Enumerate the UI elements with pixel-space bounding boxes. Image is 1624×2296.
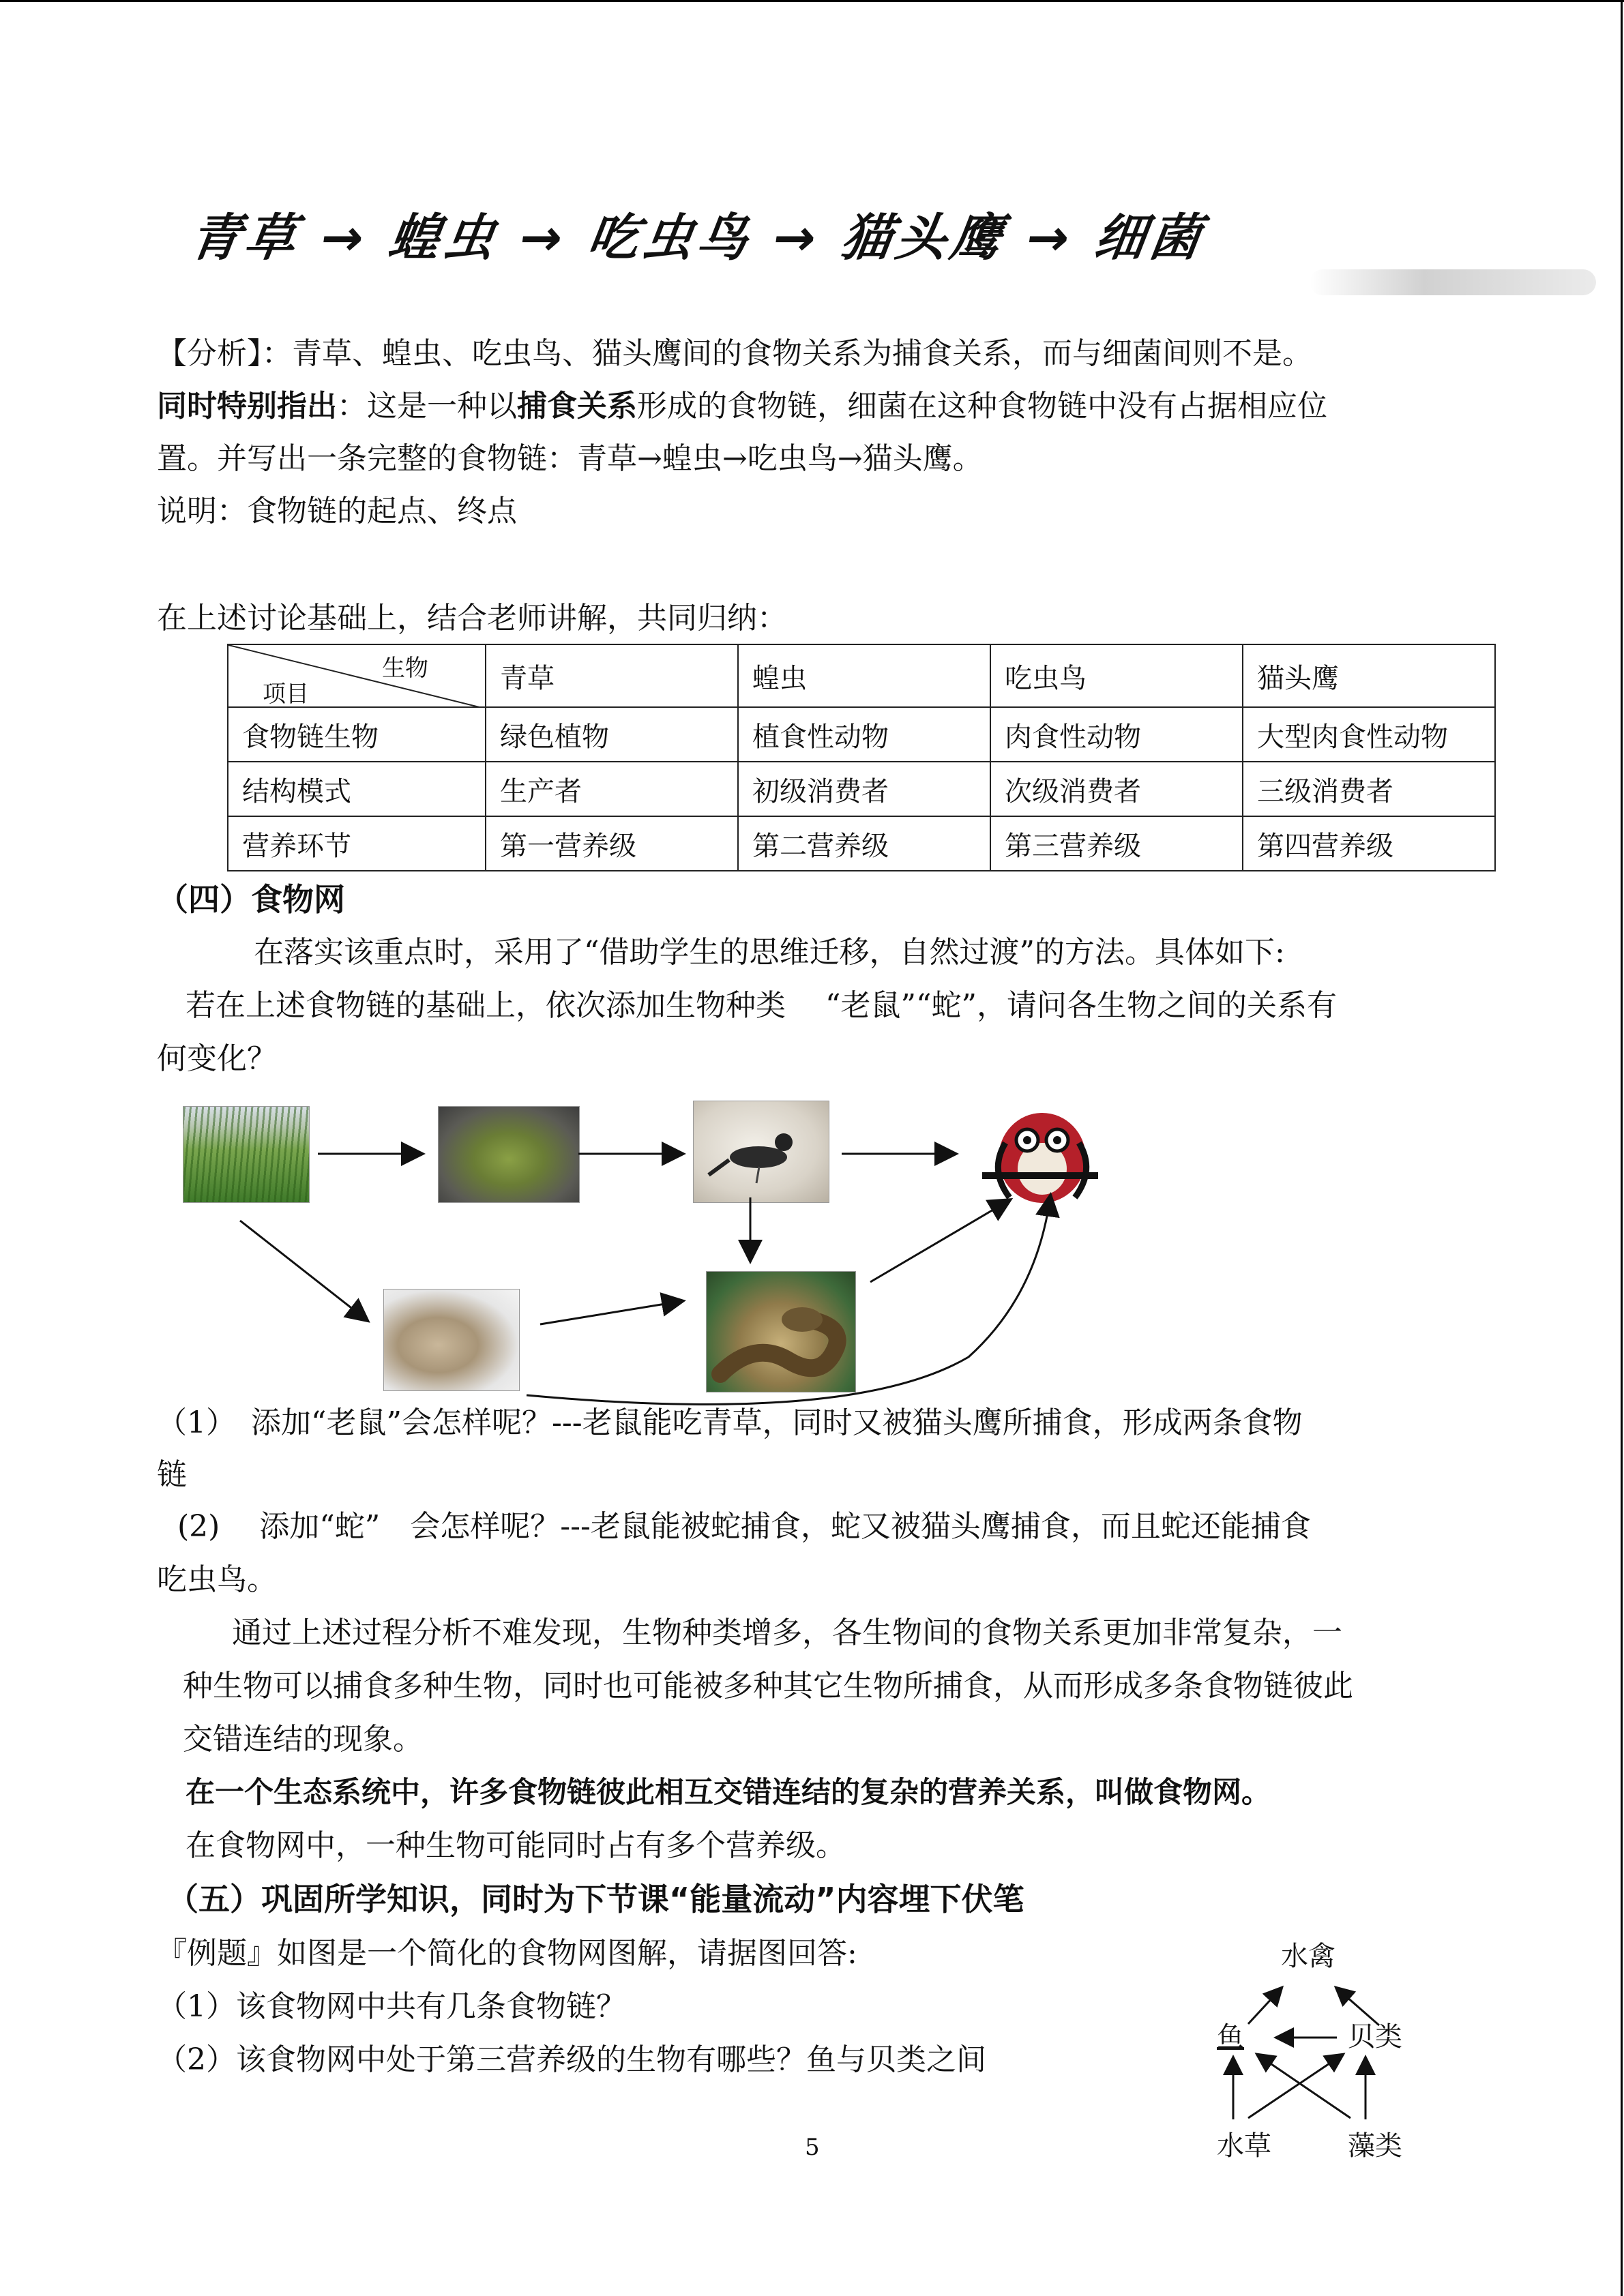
node-shellfish: 贝类	[1348, 2021, 1402, 2053]
analysis-line-3: 置。并写出一条完整的食物链：青草→蝗虫→吃虫鸟→猫头鹰。	[157, 441, 983, 476]
question-2: (2) 添加“蛇” 会怎样呢？---老鼠能被蛇捕食，蛇又被猫头鹰捕食，而且蛇还能捕食	[177, 1509, 1311, 1544]
node-algae: 藻类	[1348, 2130, 1402, 2162]
section-4-paragraph-2b: 何变化？	[157, 1041, 277, 1076]
question-1b: 链	[157, 1457, 187, 1492]
page-number: 5	[805, 2134, 820, 2161]
table-header: 吃虫鸟	[990, 644, 1243, 707]
table-cell: 第一营养级	[486, 816, 738, 871]
table-cell: 第四营养级	[1243, 816, 1495, 871]
emphasis-predation: 捕食关系	[517, 389, 637, 423]
banner-text: 青草 → 蝗虫 → 吃虫鸟 → 猫头鹰 → 细菌	[186, 209, 1209, 267]
node-water-grass: 水草	[1217, 2130, 1271, 2162]
table-cell: 三级消费者	[1243, 762, 1495, 816]
analysis-paragraph: 通过上述过程分析不难发现，生物种类增多，各生物间的食物关系更加非常复杂，一	[232, 1615, 1342, 1650]
table-header: 蝗虫	[738, 644, 990, 707]
question-1: （1） 添加“老鼠”会怎样呢？---老鼠能吃青草，同时又被猫头鹰所捕食，形成两条食物	[157, 1405, 1303, 1440]
table-cell: 绿色植物	[486, 707, 738, 762]
section-4-paragraph-1: 在落实该重点时，采用了“借助学生的思维迁移，自然过渡”的方法。具体如下:	[254, 935, 1285, 970]
table-cell: 生产者	[486, 762, 738, 816]
node-fish: 鱼	[1217, 2021, 1244, 2053]
section-4-heading: （四）食物网	[157, 881, 345, 918]
question-2b: 吃虫鸟。	[157, 1562, 277, 1597]
corner-bottom-label: 项目	[263, 681, 309, 708]
trophic-level-note: 在食物网中，一种生物可能同时占有多个营养级。	[186, 1828, 846, 1863]
mini-food-web	[1200, 1930, 1426, 2175]
section-4-paragraph-2: 若在上述食物链的基础上，依次添加生物种类 “老鼠”“蛇”，请问各生物之间的关系有	[186, 988, 1337, 1023]
corner-top-label: 生物	[382, 655, 428, 682]
table-cell: 营养环节	[228, 816, 486, 871]
table-cell: 第二营养级	[738, 816, 990, 871]
table-cell: 植食性动物	[738, 707, 990, 762]
table-cell: 大型肉食性动物	[1243, 707, 1495, 762]
table-cell: 次级消费者	[990, 762, 1243, 816]
emphasis-label: 同时特别指出	[157, 389, 337, 423]
example-question-1: （1）该食物网中共有几条食物链？	[157, 1989, 626, 2024]
food-web-definition: 在一个生态系统中，许多食物链彼此相互交错连结的复杂的营养关系，叫做食物网。	[186, 1776, 1271, 1810]
node-waterfowl: 水禽	[1281, 1941, 1335, 1972]
summary-intro: 在上述讨论基础上，结合老师讲解，共同归纳：	[157, 601, 787, 636]
analysis-line-2a: ：这是一种以	[337, 389, 517, 423]
table-header: 猫头鹰	[1243, 644, 1495, 707]
table-cell: 第三营养级	[990, 816, 1243, 871]
example-intro: 『例题』如图是一个简化的食物网图解，请据图回答:	[157, 1936, 857, 1971]
section-5-heading: （五）巩固所学知识，同时为下节课“能量流动”内容埋下伏笔	[167, 1881, 1024, 1918]
analysis-line-1: 【分析】：青草、蝗虫、吃虫鸟、猫头鹰间的食物关系为捕食关系，而与细菌间则不是。	[157, 336, 1312, 371]
table-cell: 初级消费者	[738, 762, 990, 816]
table-cell: 肉食性动物	[990, 707, 1243, 762]
analysis-paragraph-c: 交错连结的现象。	[183, 1722, 423, 1757]
example-question-2: （2）该食物网中处于第三营养级的生物有哪些？鱼与贝类之间	[157, 2042, 986, 2077]
analysis-line-4: 说明：食物链的起点、终点	[157, 494, 517, 528]
analysis-line-2b: 形成的食物链，细菌在这种食物链中没有占据相应位	[637, 389, 1327, 423]
analysis-paragraph-b: 种生物可以捕食多种生物，同时也可能被多种其它生物所捕食，从而形成多条食物链彼此	[183, 1669, 1353, 1703]
table-cell: 结构模式	[228, 762, 486, 816]
table-header: 青草	[486, 644, 738, 707]
table-cell: 食物链生物	[228, 707, 486, 762]
